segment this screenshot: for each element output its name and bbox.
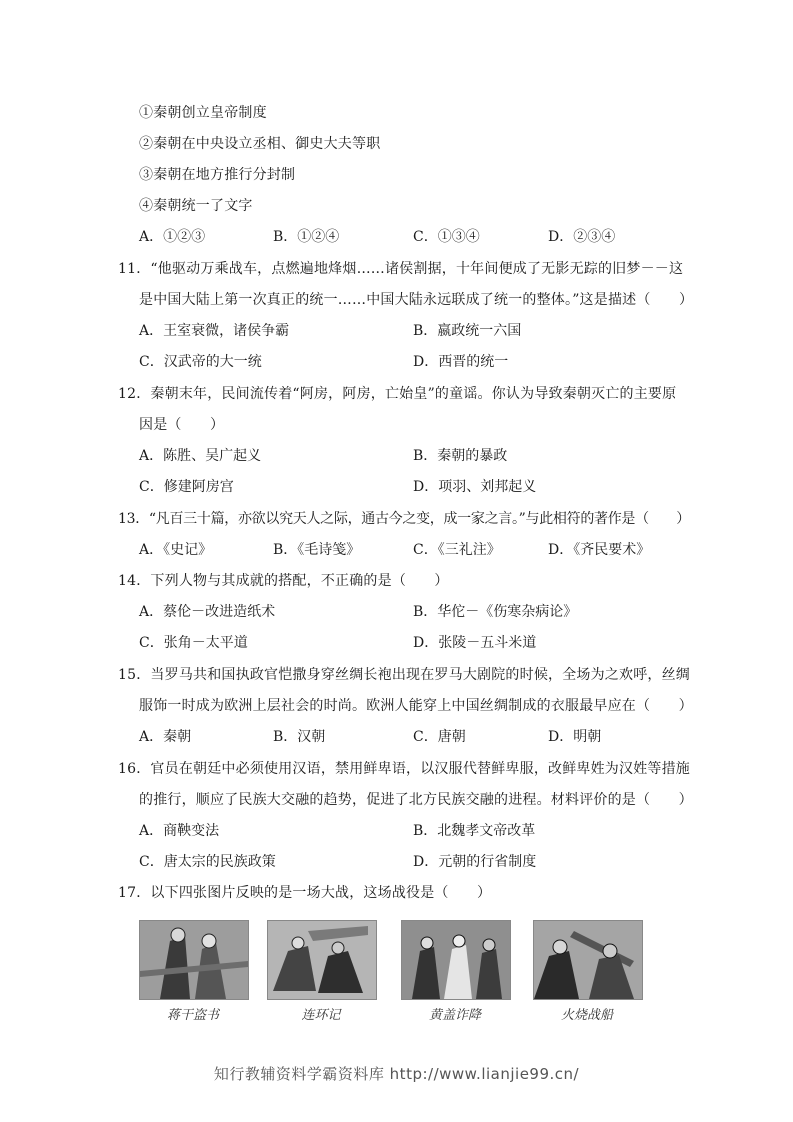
illustration-huang-gai bbox=[401, 920, 511, 1000]
picture-2 bbox=[267, 918, 375, 1030]
caption-3: 黄盖诈降 bbox=[428, 1008, 481, 1023]
statement-2: ②秦朝在中央设立丞相、御史大夫等职 bbox=[139, 136, 381, 152]
q15-option-c[interactable]: C．唐朝 bbox=[413, 729, 466, 745]
q14-stem-line1: 14．下列人物与其成就的搭配，不正确的是（ ） bbox=[118, 573, 449, 589]
q13-stem-line1: 13．“凡百三十篇，亦欲以究天人之际，通古今之变，成一家之言。”与此相符的著作是（ ） bbox=[118, 511, 690, 527]
picture-4 bbox=[533, 918, 641, 1030]
q16-option-d[interactable]: D．元朝的行省制度 bbox=[413, 854, 537, 870]
picture-3 bbox=[401, 918, 509, 1030]
q16-stem-line1: 16．官员在朝廷中必须使用汉语，禁用鲜卑语，以汉服代替鲜卑服，改鲜卑姓为汉姓等措施 bbox=[118, 761, 691, 777]
q15-stem-line1: 15．当罗马共和国执政官恺撒身穿丝绸长袍出现在罗马大剧院的时候，全场为之欢呼，丝绸 bbox=[118, 667, 691, 683]
q17-stem-line1: 17．以下四张图片反映的是一场大战，这场战役是（ ） bbox=[118, 885, 492, 901]
q15-stem-line2: 服饰一时成为欧洲上层社会的时尚。欧洲人能穿上中国丝绸制成的衣服最早应在（ ） bbox=[139, 698, 693, 714]
illustration-jiang-gan bbox=[139, 920, 249, 1000]
q11-stem-line1: 11．“他驱动万乘战车，点燃遍地烽烟……诸侯割据，十年间便成了无影无踪的旧梦－－这 bbox=[118, 261, 684, 277]
q10-option-a[interactable]: A．①②③ bbox=[139, 229, 206, 245]
q12-option-c[interactable]: C．修建阿房宫 bbox=[139, 479, 234, 495]
page-footer: 知行教辅资料学霸资料库 http://www.lianjie99.cn/ bbox=[213, 1065, 580, 1083]
battle-image-strip bbox=[139, 918, 649, 1030]
q16-option-a[interactable]: A．商鞅变法 bbox=[139, 823, 220, 839]
q15-option-d[interactable]: D．明朝 bbox=[548, 729, 602, 745]
q12-stem-line2: 因是（ ） bbox=[139, 417, 225, 433]
statement-4: ④秦朝统一了文字 bbox=[139, 198, 253, 214]
q10-option-c[interactable]: C．①③④ bbox=[413, 229, 480, 245]
q13-option-b[interactable]: B．《毛诗笺》 bbox=[273, 542, 361, 558]
q11-option-a[interactable]: A．王室衰微，诸侯争霸 bbox=[139, 323, 290, 339]
picture-1 bbox=[139, 918, 247, 1030]
q12-stem-line1: 12．秦朝末年，民间流传着“阿房，阿房，亡始皇”的童谣。你认为导致秦朝灭亡的主要原 bbox=[118, 386, 677, 402]
caption-1: 蒋干盗书 bbox=[166, 1008, 219, 1023]
caption-4: 火烧战船 bbox=[560, 1008, 613, 1023]
q13-option-c[interactable]: C．《三礼注》 bbox=[413, 542, 501, 558]
q15-option-a[interactable]: A．秦朝 bbox=[139, 729, 192, 745]
illustration-fire-ships bbox=[533, 920, 643, 1000]
q11-option-c[interactable]: C．汉武帝的大一统 bbox=[139, 354, 262, 370]
q14-option-c[interactable]: C．张角－太平道 bbox=[139, 635, 248, 651]
illustration-chain-ships bbox=[267, 920, 377, 1000]
statement-1: ①秦朝创立皇帝制度 bbox=[139, 105, 267, 121]
q11-option-d[interactable]: D．西晋的统一 bbox=[413, 354, 509, 370]
q13-option-a[interactable]: A．《史记》 bbox=[139, 542, 213, 558]
q16-stem-line2: 的推行，顺应了民族大交融的趋势，促进了北方民族交融的进程。材料评价的是（ ） bbox=[139, 792, 693, 808]
q13-option-d[interactable]: D．《齐民要术》 bbox=[548, 542, 651, 558]
q11-stem-line2: 是中国大陆上第一次真正的统一……中国大陆永远联成了统一的整体。”这是描述（ ） bbox=[139, 292, 694, 308]
statement-3: ③秦朝在地方推行分封制 bbox=[139, 167, 296, 183]
q10-option-d[interactable]: D．②③④ bbox=[548, 229, 616, 245]
q10-option-b[interactable]: B．①②④ bbox=[273, 229, 340, 245]
q14-option-a[interactable]: A．蔡伦－改进造纸术 bbox=[139, 604, 276, 620]
q12-option-a[interactable]: A．陈胜、吴广起义 bbox=[139, 448, 262, 464]
q16-option-b[interactable]: B．北魏孝文帝改革 bbox=[413, 823, 536, 839]
q14-option-d[interactable]: D．张陵－五斗米道 bbox=[413, 635, 537, 651]
caption-2: 连环记 bbox=[301, 1008, 341, 1023]
q12-option-d[interactable]: D．项羽、刘邦起义 bbox=[413, 479, 537, 495]
q14-option-b[interactable]: B．华佗－《伤寒杂病论》 bbox=[413, 604, 578, 620]
q15-option-b[interactable]: B．汉朝 bbox=[273, 729, 326, 745]
q11-option-b[interactable]: B．嬴政统一六国 bbox=[413, 323, 522, 339]
q12-option-b[interactable]: B．秦朝的暴政 bbox=[413, 448, 508, 464]
q16-option-c[interactable]: C．唐太宗的民族政策 bbox=[139, 854, 276, 870]
